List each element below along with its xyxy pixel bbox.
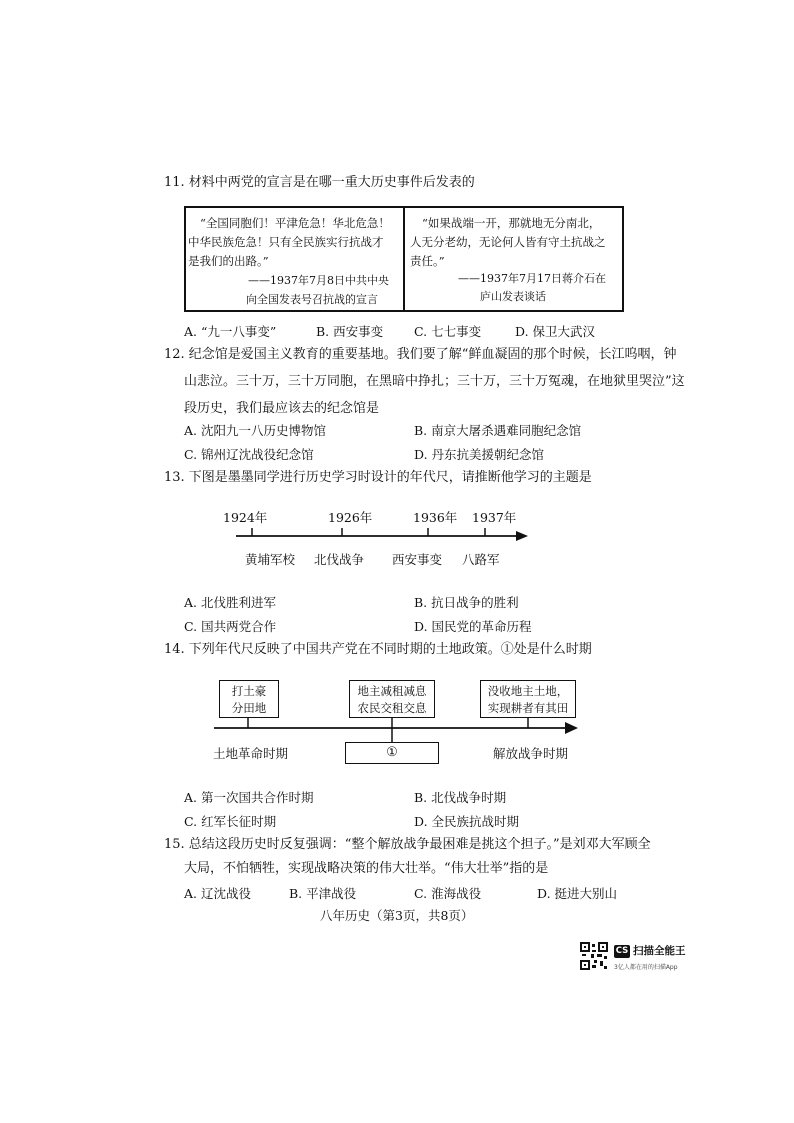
q11-stem: 11. 材料中两党的宣言是在哪一重大历史事件后发表的 xyxy=(164,175,475,190)
q15-stem xyxy=(164,834,651,880)
q11-option-c: C. 七七事变 xyxy=(414,324,482,339)
scanner-tagline: 3亿人都在用的扫描App xyxy=(614,964,678,971)
left-source-1: ——1937年7月8日中共中央 xyxy=(248,274,389,287)
q14-box-1-line: 分田地 xyxy=(231,701,267,715)
q11-option-a: A. “九一八事变” xyxy=(184,324,277,339)
q14-box-2-line: 农民交租交息 xyxy=(357,701,427,715)
q13-stem: 13. 下图是墨墨同学进行历史学习时设计的年代尺，请推断他学习的主题是 xyxy=(164,470,592,485)
q14-box-1 xyxy=(219,680,279,718)
q14-option-d: D. 全民族抗战时期 xyxy=(414,814,520,829)
right-quote-line: 人无分老幼，无论何人皆有守土抗战之 xyxy=(410,235,606,249)
q12-option-c: C. 锦州辽沈战役纪念馆 xyxy=(184,447,314,462)
q13-arrow xyxy=(516,531,528,541)
q14-option-c: C. 红军长征时期 xyxy=(184,814,277,829)
q13-year: 1936年 xyxy=(413,510,458,525)
right-quote-line: 责任。” xyxy=(410,254,445,268)
left-source-2: 向全国发表号召抗战的宣言 xyxy=(246,293,378,306)
q13-event: 北伐战争 xyxy=(314,552,365,567)
q13-event: 八路军 xyxy=(462,552,500,567)
q14-arrow xyxy=(565,722,578,734)
q14-label-right: 解放战争时期 xyxy=(493,746,569,761)
q12-line: 12. 纪念馆是爱国主义教育的重要基地。我们要了解“鲜血凝固的那个时候，长江呜咽，钟 xyxy=(164,347,677,362)
q11-option-d: D. 保卫大武汉 xyxy=(515,324,596,339)
page-footer: 八年历史（第3页，共8页） xyxy=(320,908,474,923)
q13-year: 1926年 xyxy=(328,510,373,525)
q14-box-3-line: 没收地主土地， xyxy=(487,684,569,698)
q12-line: 段历史，我们最应该去的纪念馆是 xyxy=(184,401,380,416)
right-source-2: 庐山发表谈话 xyxy=(480,290,546,303)
left-quote-line: 是我们的出路。” xyxy=(188,254,269,268)
q14-blank-box: ① xyxy=(345,742,439,764)
q13-option-b: B. 抗日战争的胜利 xyxy=(414,595,519,610)
q13-year: 1937年 xyxy=(472,510,517,525)
q15-option-c: C. 淮海战役 xyxy=(414,886,482,901)
q13-option-d: D. 国民党的革命历程 xyxy=(414,619,532,634)
q15-option-d: D. 挺进大别山 xyxy=(537,886,618,901)
q14-box-2 xyxy=(349,680,435,718)
q12-line: 山悲泣。三十万，三十万同胞，在黑暗中挣扎；三十万，三十万冤魂，在地狱里哭泣”这 xyxy=(184,374,685,389)
q14-label-left: 土地革命时期 xyxy=(213,746,289,761)
cs-logo: CS xyxy=(615,946,629,956)
q14-box-1-line: 打土豪 xyxy=(231,684,267,698)
qr-code-icon xyxy=(580,942,608,970)
q11-option-b: B. 西安事变 xyxy=(316,324,384,339)
q13-option-c: C. 国共两党合作 xyxy=(184,619,277,634)
q15-option-a: A. 辽沈战役 xyxy=(184,886,251,901)
q14-stem: 14. 下列年代尺反映了中国共产党在不同时期的土地政策。①处是什么时期 xyxy=(164,642,592,657)
right-quote-line: “如果战端一开，那就地无分南北， xyxy=(422,216,601,230)
q13-option-a: A. 北伐胜利进军 xyxy=(184,595,276,610)
left-quote-line: 中华民族危急！只有全民族实行抗战才 xyxy=(188,235,384,249)
q14-option-b: B. 北伐战争时期 xyxy=(414,790,507,805)
q14-box-3-line: 实现耕者有其田 xyxy=(487,701,569,715)
left-quote-line: “全国同胞们！平津危急！华北危急！ xyxy=(200,216,390,230)
q15-line: 大局，不怕牺牲，实现战略决策的伟大壮举。“伟大壮举”指的是 xyxy=(184,861,549,876)
q13-event: 黄埔军校 xyxy=(245,552,296,567)
q15-line: 15. 总结这段历史时反复强调：“整个解放战争最困难是挑这个担子。”是刘邓大军顾全 xyxy=(164,837,651,852)
scanner-brand: 扫描全能王 xyxy=(633,945,686,957)
q13-event: 西安事变 xyxy=(392,552,443,567)
q15-option-b: B. 平津战役 xyxy=(289,886,357,901)
right-source-1: ——1937年7月17日蒋介石在 xyxy=(458,272,606,285)
q12-option-a: A. 沈阳九一八历史博物馆 xyxy=(184,423,326,438)
q14-option-a: A. 第一次国共合作时期 xyxy=(184,790,314,805)
q13-year: 1924年 xyxy=(223,510,268,525)
q12-option-d: D. 丹东抗美援朝纪念馆 xyxy=(414,447,545,462)
q12-option-b: B. 南京大屠杀遇难同胞纪念馆 xyxy=(414,423,582,438)
q14-box-3 xyxy=(480,680,576,718)
q14-box-2-line: 地主减租减息 xyxy=(357,684,427,698)
